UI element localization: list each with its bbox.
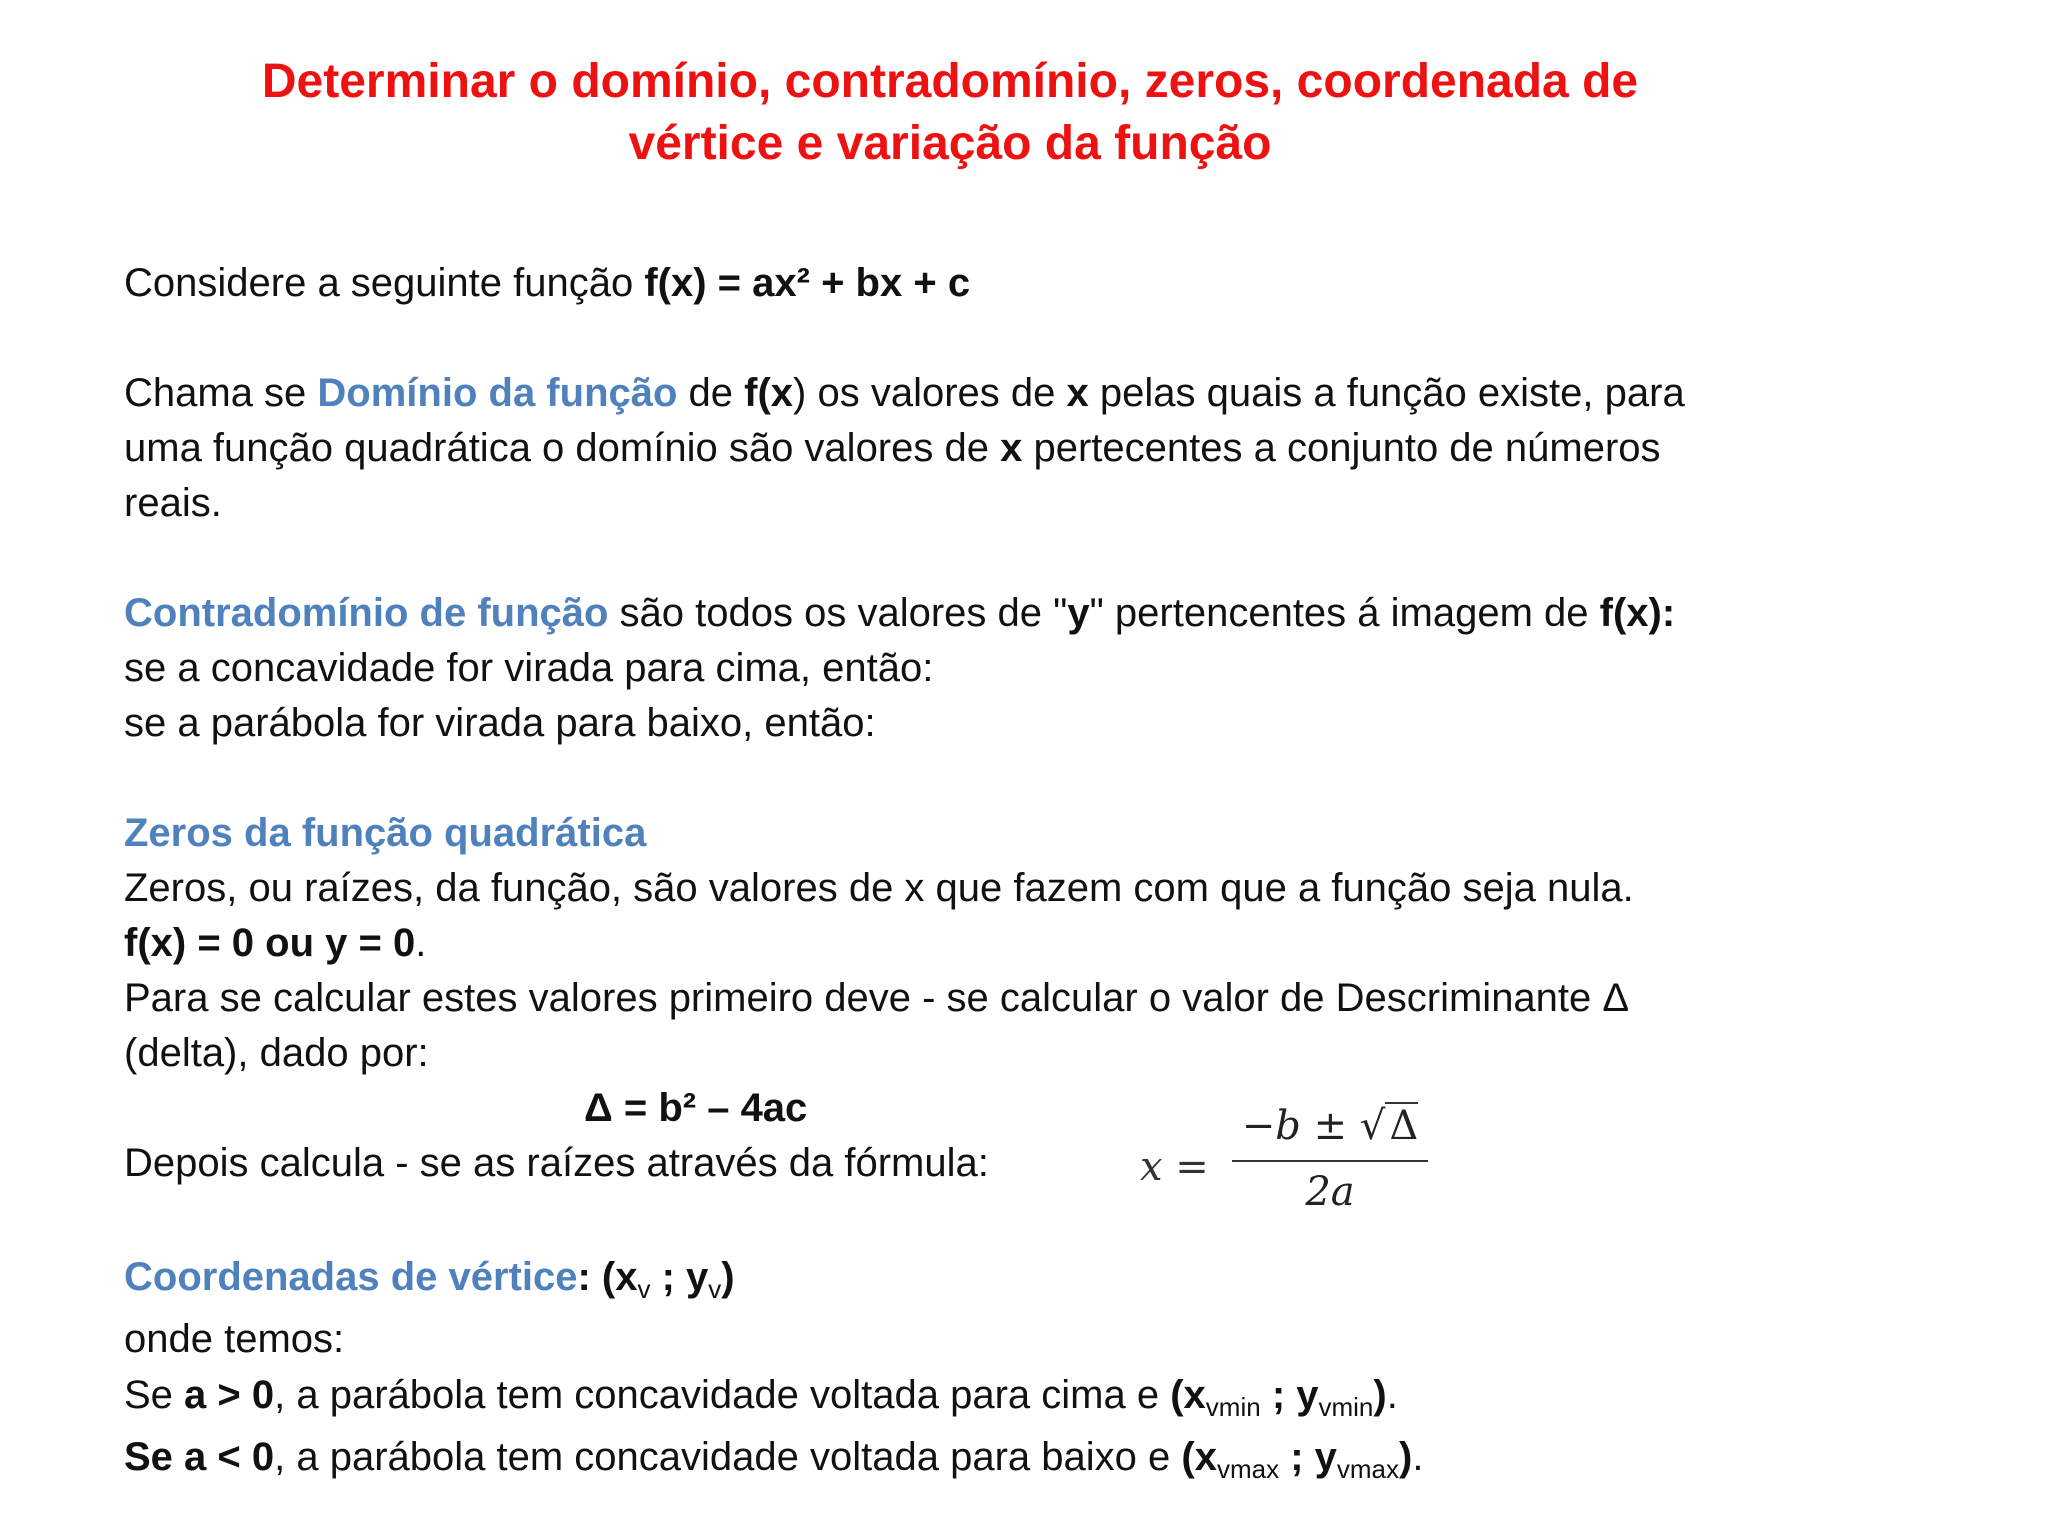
domain-text: pertecentes a conjunto de números bbox=[1022, 426, 1661, 470]
vertex-max-condition: Se a < 0 bbox=[124, 1435, 275, 1479]
sqrt-icon: √ bbox=[1359, 1103, 1386, 1149]
vertex-text: : (x bbox=[577, 1255, 638, 1299]
formula-fraction bbox=[1232, 1098, 1428, 1218]
vertex-sub: vmax bbox=[1336, 1454, 1400, 1484]
vertex-heading-line bbox=[124, 1250, 735, 1304]
domain-text: pelas quais a função existe, para bbox=[1088, 371, 1685, 415]
domain-term: Domínio da função bbox=[317, 371, 678, 415]
domain-x: x bbox=[1000, 426, 1023, 470]
vertex-text: ; y bbox=[650, 1255, 709, 1299]
vertex-min-line bbox=[124, 1368, 1398, 1422]
zeros-line-3: Para se calcular estes valores primeiro deve - se calcular o valor de Descriminante Δ bbox=[124, 976, 1630, 1020]
codomain-line-1 bbox=[124, 586, 1675, 640]
zeros-line-6: Depois calcula - se as raízes através da fórmula: bbox=[124, 1141, 989, 1185]
vertex-sub: vmin bbox=[1205, 1392, 1261, 1422]
vertex-sub: vmin bbox=[1318, 1392, 1374, 1422]
domain-x: x bbox=[1066, 371, 1089, 415]
domain-text: Chama se bbox=[124, 371, 318, 415]
fraction-bar bbox=[1232, 1160, 1428, 1162]
codomain-y: y bbox=[1067, 591, 1090, 635]
vertex-text: ; y bbox=[1260, 1373, 1319, 1417]
vertex-text: ) bbox=[1399, 1435, 1413, 1479]
vertex-text: . bbox=[1412, 1435, 1424, 1479]
zeros-line-4: (delta), dado por: bbox=[124, 1031, 429, 1075]
vertex-sub: v bbox=[708, 1274, 722, 1304]
domain-text: de bbox=[677, 371, 745, 415]
vertex-min-condition: a > 0 bbox=[184, 1373, 275, 1417]
intro-text: Considere a seguinte função bbox=[124, 261, 645, 305]
zeros-text: . bbox=[415, 921, 427, 965]
title-line-2: vértice e variação da função bbox=[628, 117, 1272, 170]
vertex-text: , a parábola tem concavidade voltada para baixo e bbox=[274, 1435, 1182, 1479]
formula-denominator: 2a bbox=[1305, 1169, 1355, 1215]
vertex-sub: vmax bbox=[1216, 1454, 1280, 1484]
zeros-heading: Zeros da função quadrática bbox=[124, 811, 647, 855]
vertex-text: ) bbox=[1373, 1373, 1387, 1417]
vertex-line-2: onde temos: bbox=[124, 1317, 345, 1361]
vertex-text: (x bbox=[1181, 1435, 1217, 1479]
codomain-line-2: se a concavidade for virada para cima, então: bbox=[124, 646, 934, 690]
vertex-text: (x bbox=[1170, 1373, 1206, 1417]
vertex-text: ) bbox=[721, 1255, 735, 1299]
vertex-text: . bbox=[1386, 1373, 1398, 1417]
codomain-fx: f(x): bbox=[1599, 591, 1676, 635]
domain-line-2 bbox=[124, 421, 1661, 475]
domain-line-3: reais. bbox=[124, 481, 222, 525]
intro-line bbox=[124, 256, 970, 310]
vertex-term: Coordenadas de vértice bbox=[124, 1255, 578, 1299]
codomain-text: são todos os valores de " bbox=[608, 591, 1068, 635]
numerator-text: −b ± bbox=[1241, 1103, 1360, 1149]
domain-fx: f(x bbox=[744, 371, 794, 415]
title-line-1: Determinar o domínio, contradomínio, zeros, coordenada de bbox=[261, 55, 1639, 108]
delta-equation bbox=[584, 1081, 807, 1135]
sqrt-radicand: Δ bbox=[1385, 1102, 1418, 1148]
domain-text: uma função quadrática o domínio são valores de bbox=[124, 426, 1001, 470]
codomain-term: Contradomínio de função bbox=[124, 591, 609, 635]
formula-numerator bbox=[1232, 1098, 1428, 1154]
vertex-sub: v bbox=[637, 1274, 651, 1304]
domain-text: ) os valores de bbox=[793, 371, 1067, 415]
zeros-equation-line bbox=[124, 916, 426, 970]
function-definition: f(x) = ax² + bx + c bbox=[644, 261, 971, 305]
domain-line-1 bbox=[124, 366, 1685, 420]
delta-text: Δ = b² – 4ac bbox=[584, 1086, 808, 1130]
codomain-text: " pertencentes á imagem de bbox=[1089, 591, 1600, 635]
vertex-text: ; y bbox=[1279, 1435, 1337, 1479]
zeros-line-1: Zeros, ou raízes, da função, são valores de x que fazem com que a função seja nula. bbox=[124, 866, 1634, 910]
codomain-line-3: se a parábola for virada para baixo, então: bbox=[124, 701, 876, 745]
vertex-text: , a parábola tem concavidade voltada para cima e bbox=[274, 1373, 1171, 1417]
vertex-max-line bbox=[124, 1430, 1423, 1484]
formula-lhs: x = bbox=[1140, 1144, 1209, 1190]
vertex-text: Se bbox=[124, 1373, 185, 1417]
zeros-equation: f(x) = 0 ou y = 0 bbox=[124, 921, 416, 965]
